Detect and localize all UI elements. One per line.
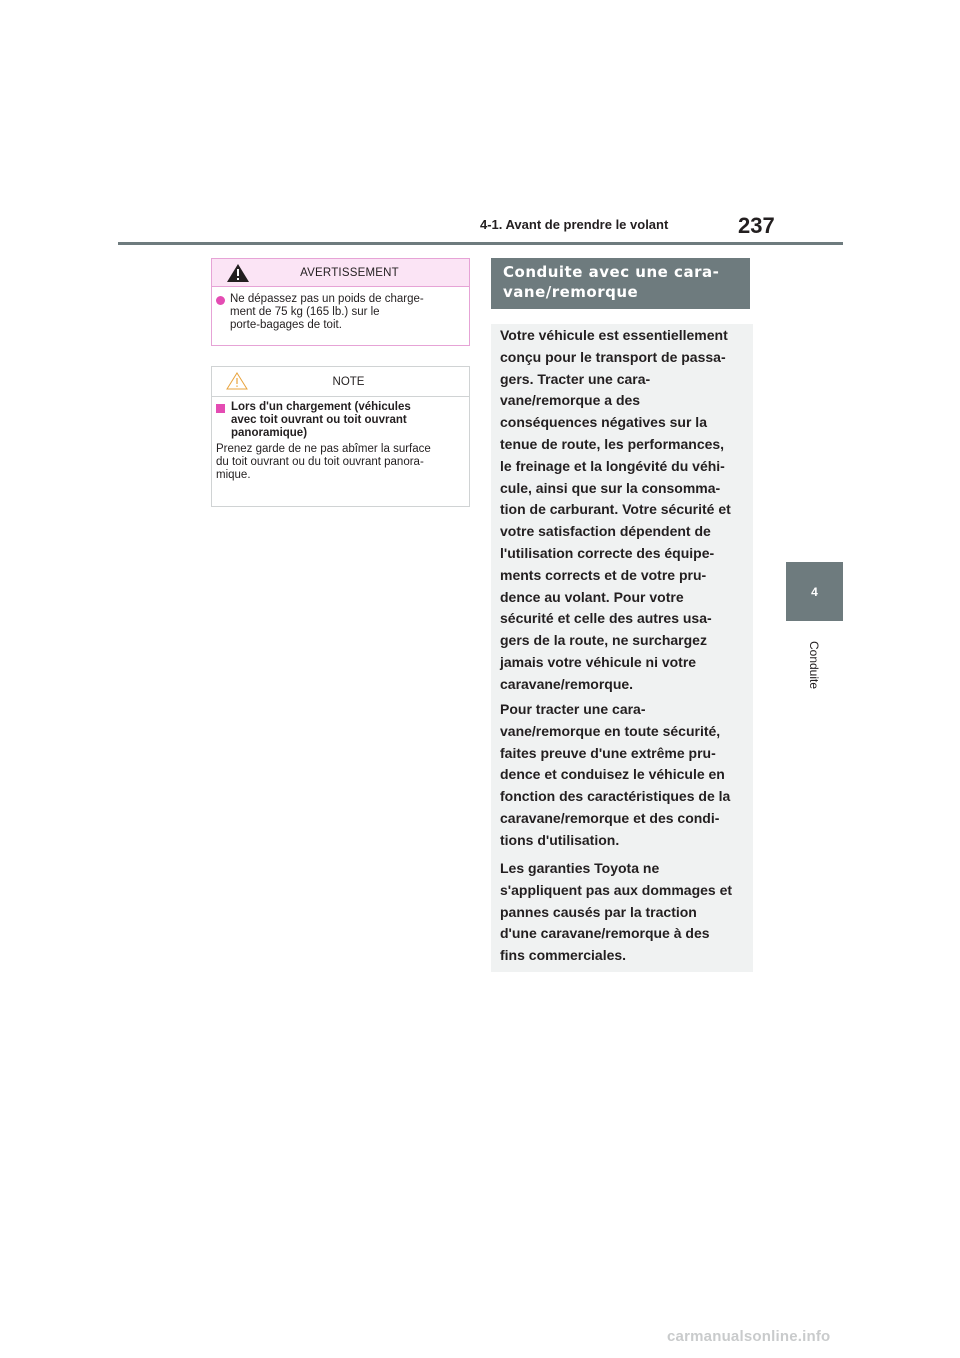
text-line: Les garanties Toyota ne	[500, 860, 660, 876]
chapter-label: Conduite	[807, 640, 821, 690]
chapter-tab[interactable]	[786, 562, 843, 621]
paragraph-intro	[500, 325, 745, 696]
text-line: fonction des caractéristiques de la	[500, 788, 731, 805]
text-line: cule, ainsi que sur la consomma-	[500, 479, 721, 496]
note-box	[211, 366, 470, 507]
note-text: Prenez garde de ne pas abîmer la surface du toit ouvrant ou du toit ouvrant panora- mique.	[216, 443, 431, 481]
text-line: fins commerciales.	[500, 947, 627, 964]
note-content	[212, 397, 469, 482]
section-title: Conduite avec une cara- vane/remorque	[491, 258, 750, 309]
warning-header	[212, 259, 469, 287]
text-line: gers de la route, ne surchargez	[500, 632, 707, 649]
text-line: Pour tracter une cara-	[500, 701, 646, 717]
caution-triangle-outline-icon	[226, 372, 248, 395]
warning-title: AVERTISSEMENT	[300, 266, 399, 279]
text-line: s'appliquent pas aux dommages et	[500, 881, 733, 898]
text-line: faites preuve d'une extrême pru-	[500, 744, 716, 761]
text-line: conséquences négatives sur la	[500, 414, 707, 431]
text-line: Votre véhicule est essentiellement	[500, 327, 728, 343]
square-bullet-icon	[216, 404, 225, 413]
text-line: dence et conduisez le véhicule en	[500, 766, 725, 783]
paragraph-safety	[500, 699, 745, 852]
text-line: jamais votre véhicule ni votre	[500, 653, 697, 670]
page-number: 237	[738, 213, 775, 238]
text-line: le freinage et la longévité du véhi-	[500, 457, 725, 474]
text-line: vane/remorque en toute sécurité,	[500, 722, 721, 739]
note-header	[212, 367, 469, 397]
text-line: pannes causés par la traction	[500, 903, 697, 920]
text-line: tions d'utilisation.	[500, 831, 620, 848]
warning-box	[211, 258, 470, 346]
bullet-icon	[216, 296, 225, 305]
text-line: caravane/remorque et des condi-	[500, 809, 720, 826]
text-line: ments corrects et de votre pru-	[500, 566, 707, 583]
warning-triangle-icon	[226, 263, 250, 288]
warning-text: Ne dépassez pas un poids de charge- ment de 75 kg (165 lb.) sur le porte-bagages de toit.	[230, 293, 424, 331]
note-subheading: Lors d'un chargement (véhicules avec toit ouvrant ou toit ouvrant panoramique)	[216, 401, 463, 440]
text-line: tion de carburant. Votre sécurité et	[500, 501, 731, 518]
header-divider	[118, 242, 843, 245]
text-line: d'une caravane/remorque à des	[500, 925, 710, 942]
text-line: l'utilisation correcte des équipe-	[500, 544, 715, 561]
text-line: tenue de route, les performances,	[500, 435, 725, 452]
note-title: NOTE	[332, 375, 365, 388]
section-heading: 4-1. Avant de prendre le volant	[480, 217, 669, 232]
warning-item	[212, 287, 469, 332]
text-line: gers. Tracter une cara-	[500, 370, 651, 387]
text-line: caravane/remorque.	[500, 675, 634, 692]
text-line: dence au volant. Pour votre	[500, 588, 684, 605]
text-line: conçu pour le transport de passa-	[500, 348, 726, 365]
watermark: carmanualsonline.info	[667, 1328, 831, 1345]
paragraph-warranty	[500, 858, 745, 967]
section-body	[491, 324, 753, 972]
text-line: vane/remorque a des	[500, 392, 641, 409]
text-line: votre satisfaction dépendent de	[500, 523, 711, 540]
text-line: sécurité et celle des autres usa-	[500, 610, 712, 627]
chapter-number: 4	[811, 584, 818, 599]
